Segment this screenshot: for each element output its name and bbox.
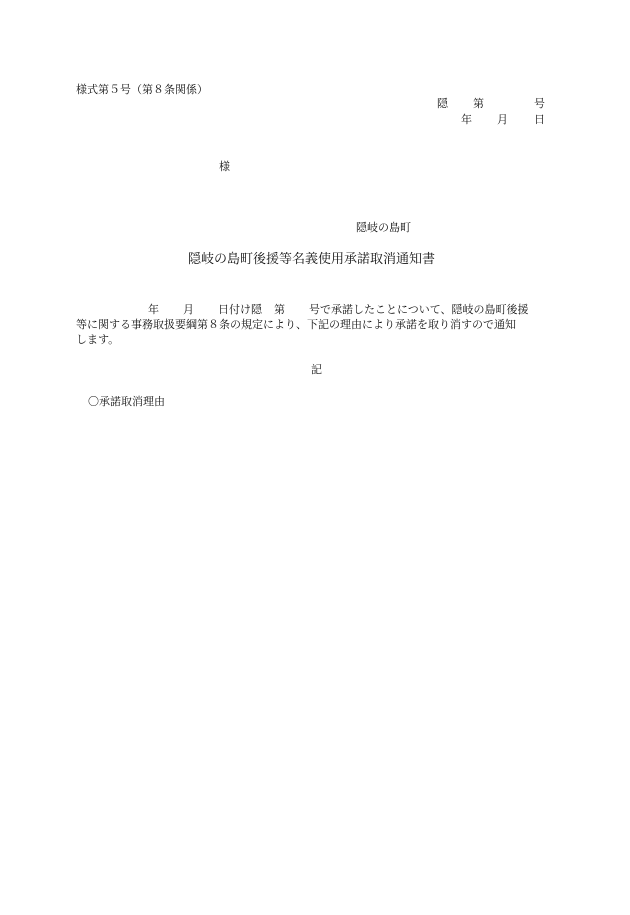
ki-label: 記 [311, 363, 322, 376]
body-date-ref: 日付け隠 [218, 303, 262, 316]
issue-number-dai: 第 [473, 97, 484, 110]
body-line-3: します。 [76, 333, 120, 346]
document-title: 隠岐の島町後援等名義使用承諾取消通知書 [188, 252, 436, 267]
body-dai: 第 [274, 303, 285, 316]
issue-date-month: 月 [497, 113, 508, 126]
sender-name: 隠岐の島町 [356, 221, 411, 234]
body-line-1 [76, 302, 558, 317]
body-line-2: 等に関する事務取扱要綱第８条の規定により、下記の理由により承諾を取り消すので通知 [76, 318, 516, 331]
reason-heading: 〇承諾取消理由 [88, 395, 165, 408]
issue-date-year: 年 [461, 113, 472, 126]
issue-number-go: 号 [534, 97, 545, 110]
body-paragraph [76, 302, 558, 347]
issue-number-prefix: 隠 [437, 97, 448, 110]
form-label: 様式第５号（第８条関係） [76, 83, 208, 96]
issue-date-day: 日 [534, 113, 545, 126]
body-month: 月 [183, 303, 194, 316]
body-line1-rest: 号で承諾したことについて、隠岐の島町後援 [309, 303, 529, 316]
addressee-suffix: 様 [219, 160, 230, 173]
body-year: 年 [148, 303, 159, 316]
